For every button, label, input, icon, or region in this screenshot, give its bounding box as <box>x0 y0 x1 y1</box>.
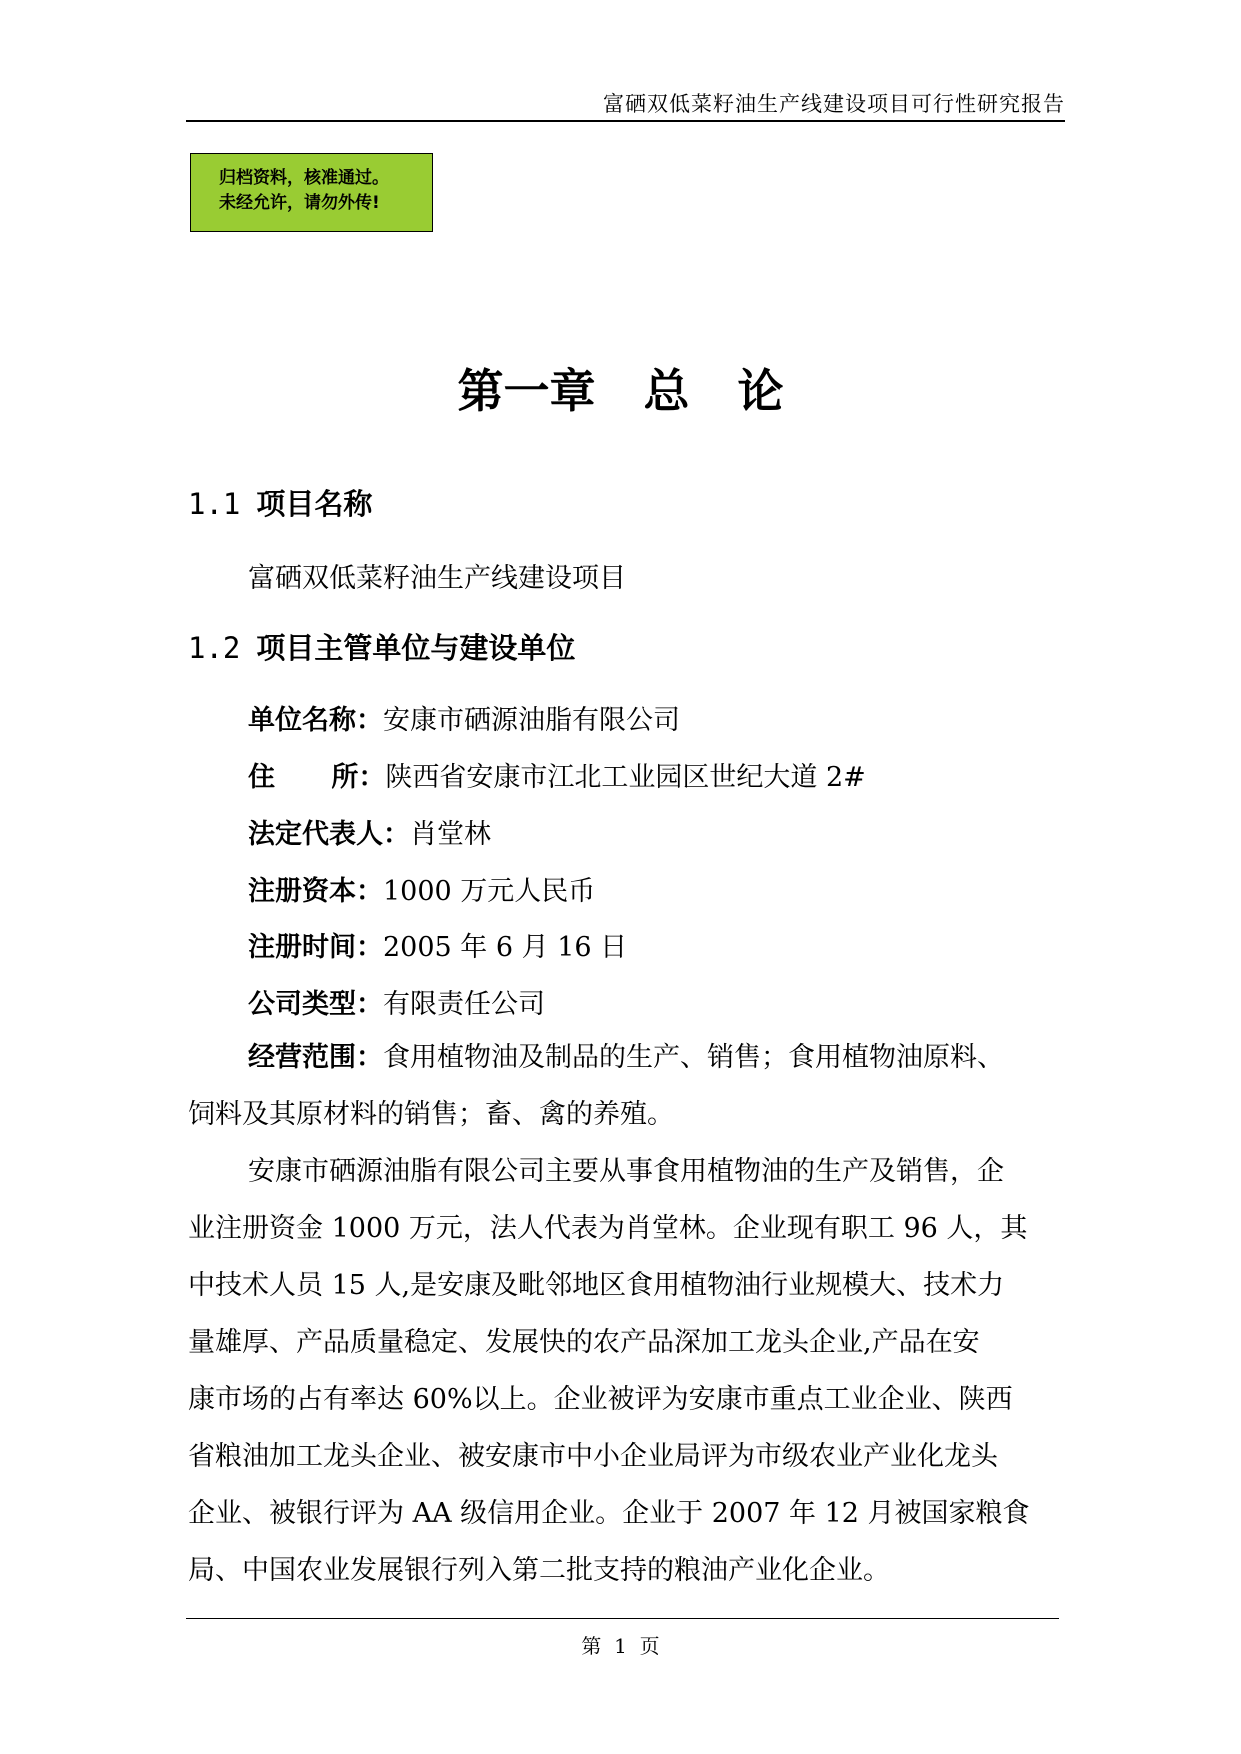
field-value: 安康市硒源油脂有限公司 <box>383 705 680 736</box>
field-address <box>248 755 866 794</box>
field-label: 经营范围： <box>248 1042 383 1073</box>
scope-line-1 <box>188 1029 1060 1086</box>
field-company-type <box>248 982 545 1021</box>
description-line: 业注册资金 1000 万元，法人代表为肖堂林。企业现有职工 96 人，其 <box>188 1213 1028 1244</box>
field-legal-representative <box>248 812 491 851</box>
description-line: 量雄厚、产品质量稳定、发展快的农产品深加工龙头企业,产品在安 <box>188 1327 980 1358</box>
field-business-scope <box>188 1029 1060 1143</box>
footer-rule <box>186 1618 1059 1619</box>
description-line: 局、中国农业发展银行列入第二批支持的粮油产业化企业。 <box>188 1555 890 1586</box>
stamp-line-2: 未经允许，请勿外传! <box>219 193 380 213</box>
field-value: 2005 年 6 月 16 日 <box>383 932 628 963</box>
scope-line-2: 饲料及其原材料的销售；畜、禽的养殖。 <box>188 1099 674 1130</box>
section-title: 项目名称 <box>256 487 373 521</box>
section-title: 项目主管单位与建设单位 <box>256 631 576 665</box>
section-number: 1.2 <box>188 631 241 665</box>
field-label: 住 所： <box>248 762 386 793</box>
stamp-line-1: 归档资料，核准通过。 <box>219 168 389 188</box>
field-value: 1000 万元人民币 <box>383 876 596 907</box>
section-heading-1-1 <box>188 482 372 523</box>
field-value: 陕西省安康市江北工业园区世纪大道 2# <box>385 762 866 793</box>
field-label: 单位名称： <box>248 705 383 736</box>
section-number: 1.1 <box>188 487 241 521</box>
field-company-name <box>248 698 680 737</box>
description-line: 企业、被银行评为 AA 级信用企业。企业于 2007 年 12 月被国家粮食 <box>188 1498 1030 1529</box>
archive-stamp <box>190 153 433 232</box>
description-line: 省粮油加工龙头企业、被安康市中小企业局评为市级农业产业化龙头 <box>188 1441 998 1472</box>
field-label: 公司类型： <box>248 989 383 1020</box>
field-value: 食用植物油及制品的生产、销售；食用植物油原料、 <box>383 1042 1004 1073</box>
field-value: 肖堂林 <box>410 819 491 850</box>
section-heading-1-2 <box>188 626 575 667</box>
field-registered-capital <box>248 869 595 908</box>
page-number: 第 1 页 <box>581 1634 660 1658</box>
company-description <box>188 1143 1060 1599</box>
description-line: 中技术人员 15 人,是安康及毗邻地区食用植物油行业规模大、技术力 <box>188 1270 1005 1301</box>
description-line: 康市场的占有率达 60%以上。企业被评为安康市重点工业企业、陕西 <box>188 1384 1013 1415</box>
header-title: 富硒双低菜籽油生产线建设项目可行性研究报告 <box>603 92 1065 116</box>
description-line: 安康市硒源油脂有限公司主要从事食用植物油的生产及销售，企 <box>248 1156 1004 1187</box>
field-label: 注册时间： <box>248 932 383 963</box>
chapter-title: 第一章 总 论 <box>457 364 784 418</box>
project-name-text: 富硒双低菜籽油生产线建设项目 <box>248 563 626 594</box>
header-rule <box>186 120 1065 122</box>
field-label: 法定代表人： <box>248 819 410 850</box>
field-value: 有限责任公司 <box>383 989 545 1020</box>
field-registration-time <box>248 925 627 964</box>
field-label: 注册资本： <box>248 876 383 907</box>
